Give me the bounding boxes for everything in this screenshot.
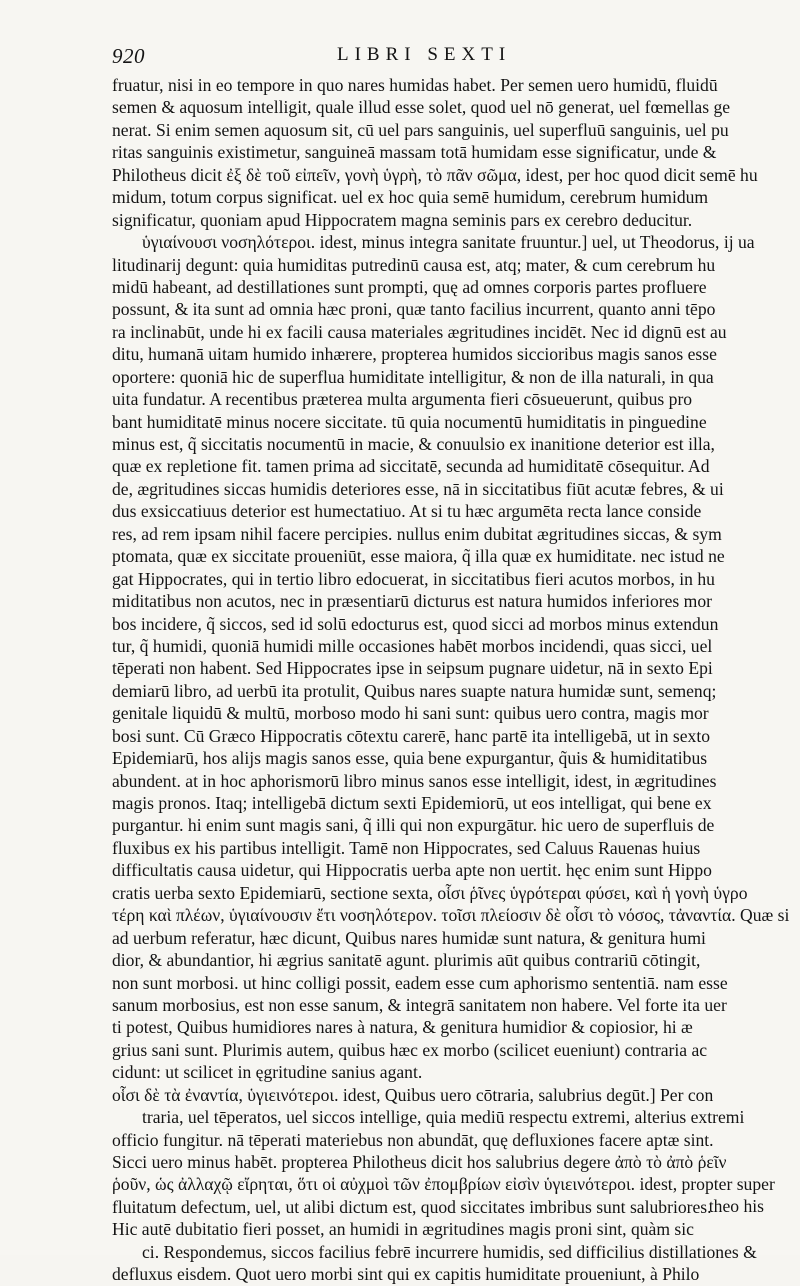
text-line: demiarū libro, ad uerbū ita protulit, Quibus nares suapte natura humidæ sunt, semenq; [112,680,717,701]
running-head: LIBRI SEXTI [337,44,512,65]
page-number: 920 [112,44,145,68]
text-line: grius sani sunt. Plurimis autem, quibus hæc ex morbo (scilicet eueniunt) contraria ac [112,1039,708,1060]
text-line: dior, & abundantior, hi ægrius sanitatē agunt. plurimis aūt quibus contrariū cōtingit, [112,950,701,971]
text-line: fluxibus ex his partibus intelligit. Tamē non Hippocrates, sed Caluus Rauenas huius [112,837,701,858]
text-line: tur, q̃ humidi, quoniā humidi mille occasiones habēt morbos incidendi, quas sicci, uel [112,635,713,656]
text-line: cidunt: ut scilicet in ęgritudine sanius agant. [112,1062,423,1083]
text-line: bant humiditatē minus nocere siccitate. tū quia nocumentū humiditatis in pinguedine [112,411,707,432]
text-line: possunt, & ita sunt ad omnia hæc proni, quæ tanto facilius incurrent, quanto anni tēpo [112,299,716,320]
text-line: semen & aquosum intelligit, quale illud esse solet, quod uel nō generat, uel fœmellas ge [112,97,731,118]
text-line: cratis uerba sexto Epidemiarū, sectione sexta, οἷσι ῥῖνες ὑγρότεραι φύσει, καὶ ἡ γονὴ ὑγρο [112,882,748,903]
text-line: gat Hippocrates, qui in tertio libro edocuerat, in siccitatibus fieri acutos morbos, in hu [112,568,715,589]
text-line: difficultatis causa uidetur, qui Hippocratis uerba apte non uertit. hęc enim sunt Hippo [112,860,712,881]
text-line: minus est, q̃ siccitatis nocumentū in macie, & conuulsio ex inanitione deterior est illa, [112,434,715,454]
page-header [112,44,772,70]
text-line: fluitatum defectum, uel, ut alibi dictum est, quod siccitates imbribus sunt salubriores. [112,1196,712,1217]
text-line: quæ ex repletione fit. tamen prima ad siccitatē, secunda ad humiditatē cōsequitur. Ad [112,456,710,477]
catchword: theo his [708,1196,764,1216]
text-line: ci. Respondemus, siccos facilius febrē incurrere humidis, sed difficilius distillationes & [142,1241,757,1262]
text-line: abundent. at in hoc aphorismorū libro minus sanos esse intelligit, idest, in ægritudines [112,770,717,791]
text-line: Sicci uero minus habēt. propterea Philotheus dicit hos salubrius degere ἀπὸ τὸ ἀπὸ ῥεῖν [112,1152,727,1172]
text-line: defluxus eisdem. Quot uero morbi sint qui ex capitis humiditate proueniunt, à Philo [112,1264,700,1285]
text-line: bosi sunt. Cū Græco Hippocratis cōtextu carerē, hanc partē ita intelligebā, ut in sexto [112,725,711,746]
text-line: res, ad rem ipsam nihil facere percipies. nullus enim dubitat ægritudines siccas, & sym [112,523,722,544]
text-line: fruatur, nisi in eo tempore in quo nares humidas habet. Per semen uero humidū, fluidū [112,75,718,95]
text-line: ra inclinabūt, unde hi ex facili causa materiales ægritudines incidēt. Nec id dignū est au [112,321,727,342]
text-line: τέρη καὶ πλέων, ὑγιαίνουσιν ἔτι νοσηλότερον. τοῖσι πλείοσιν δὲ οἷσι τὸ νόσος, τἀναντία. Quæ si [112,905,790,926]
text-line: significatur, quoniam apud Hippocratem magna seminis pars ex cerebro deducitur. [112,209,693,230]
text-line: tēperati non habent. Sed Hippocrates ipse in seipsum pugnare uidetur, nā in sexto Epi [112,658,713,679]
text-line: de, ægritudines siccas humidis deteriores esse, nā in siccitatibus fiūt acutæ febres, & ui [112,478,724,499]
text-line: ῥοῦν, ὡς ἀλλαχῷ εἴρηται, ὅτι οἱ αὐχμοὶ τῶν ἐπομβρίων εἰσὶν ὑγιεινότεροι. idest, propter super [112,1174,775,1195]
text-line: litudinarij degunt: quia humiditas putredinū causa est, atq; mater, & cum cerebrum hu [112,254,716,275]
text-line: Epidemiarū, hos alijs magis sanos esse, quia bene expurgantur, q̃uis & humiditatibus [112,748,708,769]
text-line: ὑγιαίνουσι νοσηλότεροι. idest, minus integra sanitate fruuntur.] uel, ut Theodorus, ij ua [142,232,755,253]
text-line: Philotheus dicit ἐξ δὲ τοῦ εἰπεῖν, γονὴ ὑγρὴ, τὸ πᾶν σῶμα, idest, per hoc quod dicit semē hu [112,164,758,185]
text-line: magis pronos. Itaq; intelligebā dictum sexti Epidemiorū, ut eos intelligat, qui bene ex [112,793,712,813]
text-line: genitale liquidū & multū, morboso modo hi sani sunt: quibus uero contra, magis mor [112,703,709,724]
text-body [112,74,790,1286]
text-line: non sunt morbosi. ut hinc colligi possit, eadem esse cum aphorismo sententiā. nam esse [112,972,728,993]
text-line: oportere: quoniā hic de superflua humiditate intelligitur, & non de illa naturali, in qua [112,366,714,387]
text-line: Hic autē dubitatio fieri posset, an humidi in ægritudines magis proni sint, quàm sic [112,1219,694,1240]
text-line: miditatibus non acutos, nec in præsentiarū dicturus est natura humidos inferiores mor [112,591,713,612]
text-line: dus exsiccatiuus deterior est humectatiuo. At si tu hæc argumēta recta lance conside [112,501,702,522]
text-line: midū habeant, ad destillationes sunt prompti, quę ad omnes corporis partes profluere [112,276,707,297]
text-line: ad uerbum referatur, hæc dicunt, Quibus nares humidæ sunt natura, & genitura humi [112,927,706,948]
text-line: purgantur. hi enim sunt magis sani, q̃ illi qui non expurgātur. hic uero de superfluis de [112,815,715,836]
text-line: bos incidere, q̃ siccos, sed id solū edocturus est, quod sicci ad morbos minus extendun [112,613,719,634]
text-line: officio fungitur. nā tēperati materiebus non abundāt, quę defluxiones facere aptæ sint. [112,1129,714,1150]
text-line: ditu, humanā uitam humido inhærere, propterea humidos siccioribus magis sanos esse [112,344,717,365]
text-line: midum, totum corpus significat. uel ex hoc quia semē humidum, cerebrum humidum [112,187,709,208]
text-line: nerat. Si enim semen aquosum sit, cū uel pars sanguinis, uel superfluū sanguinis, uel pu [112,119,729,140]
text-line: uita fundatur. A recentibus præterea multa argumenta fieri cōsueuerunt, quibus pro [112,389,693,410]
text-line: traria, uel tēperatos, uel siccos intellige, quia mediū respectu extremi, alterius extremi [142,1107,745,1128]
text-line: ptomata, quæ ex siccitate proueniūt, esse maiora, q̃ illa quæ ex humiditate. nec istud ne [112,546,725,567]
text-line: ritas sanguinis existimetur, sanguineā massam totā humidam esse significatur, unde & [112,142,717,163]
text-line: οἷσι δὲ τὰ ἐναντία, ὑγιεινότεροι. idest, Quibus uero cōtraria, salubrius degūt.] Per con [112,1084,714,1105]
text-line: ti potest, Quibus humidiores nares à natura, & genitura humidior & copiosior, hi æ [112,1017,693,1038]
text-line: sanum morbosius, est non esse sanum, & integrā sanitatem non habere. Vel forte ita uer [112,994,727,1015]
